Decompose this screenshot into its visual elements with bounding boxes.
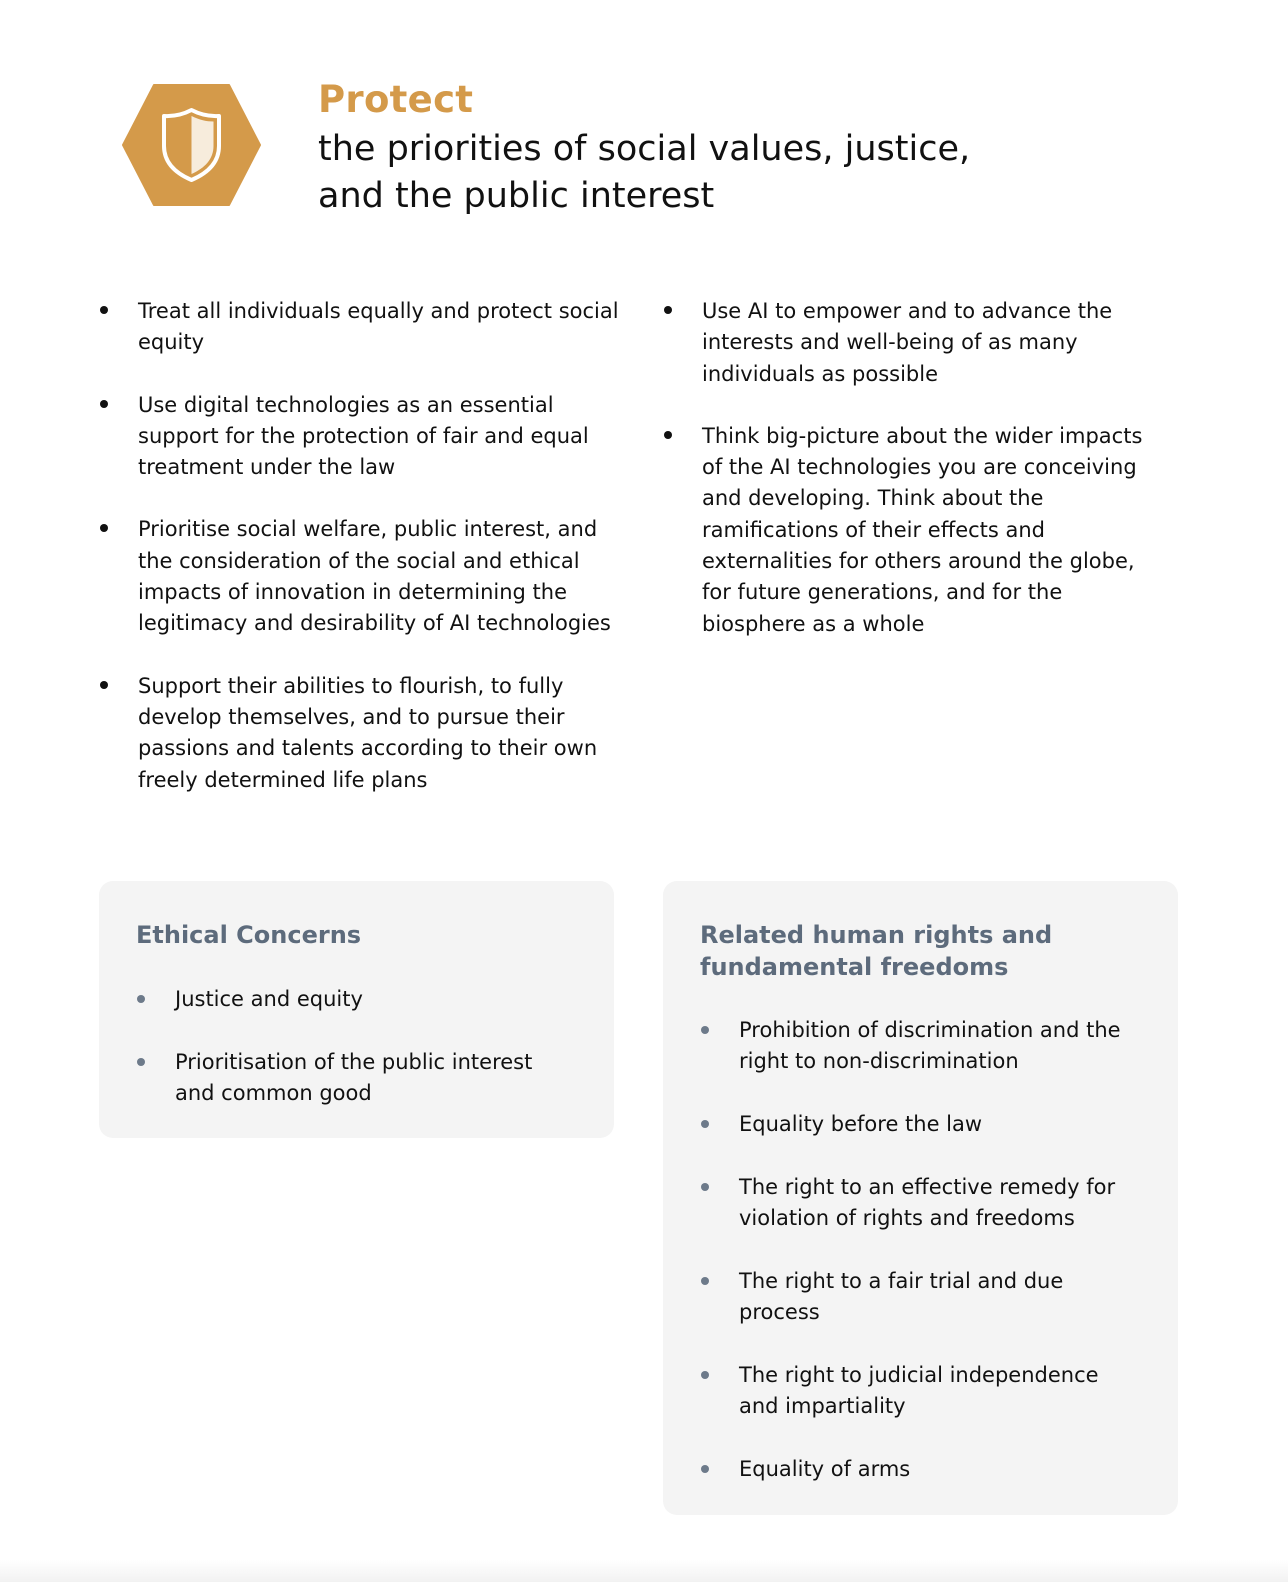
bullet-icon xyxy=(701,1277,709,1285)
list-item-text: The right to a fair trial and due process xyxy=(739,1268,1064,1324)
related-rights-title-line-1: Related human rights and xyxy=(700,921,1053,949)
list-item xyxy=(664,421,1164,640)
shield-icon xyxy=(122,84,261,206)
bullet-icon xyxy=(701,1183,709,1191)
list-item-text: Use digital technologies as an essential support for the protection of fair and equal treatment under the law xyxy=(138,392,589,480)
list-item xyxy=(700,1266,1140,1329)
related-rights-list xyxy=(700,1015,1140,1516)
list-item-text: Prioritisation of the public interest and common good xyxy=(175,1049,533,1105)
bullet-icon xyxy=(100,306,108,314)
list-item xyxy=(700,1172,1140,1235)
related-rights-box xyxy=(663,881,1178,1515)
bullet-icon xyxy=(100,400,108,408)
list-item xyxy=(700,1015,1140,1078)
principles-list-left xyxy=(100,296,620,827)
list-item-text: The right to an effective remedy for violation of rights and freedoms xyxy=(739,1174,1116,1230)
list-item xyxy=(700,1109,1140,1140)
list-item-text: Equality of arms xyxy=(739,1456,911,1481)
list-item xyxy=(100,514,620,639)
list-item-text: The right to judicial independence and impartiality xyxy=(739,1362,1099,1418)
list-item xyxy=(100,671,620,796)
bullet-icon xyxy=(100,524,108,532)
bullet-icon xyxy=(137,1058,145,1066)
page-subtitle-line-1: the priorities of social values, justice, xyxy=(318,129,971,169)
list-item-text: Equality before the law xyxy=(739,1111,983,1136)
related-rights-title xyxy=(700,919,1120,983)
list-item xyxy=(100,296,620,359)
list-item-text: Support their abilities to flourish, to fully develop themselves, and to pursue their passions and talents according to their own freely determined life plans xyxy=(138,673,598,792)
bullet-icon xyxy=(701,1465,709,1473)
principles-list-right xyxy=(664,296,1164,671)
list-item xyxy=(136,984,576,1015)
ethical-concerns-list xyxy=(136,984,576,1141)
list-item xyxy=(664,296,1164,390)
related-rights-title-line-2: fundamental freedoms xyxy=(700,953,1009,981)
bullet-icon xyxy=(664,306,672,314)
page-title: Protect xyxy=(318,78,474,121)
page-subtitle-line-2: and the public interest xyxy=(318,176,715,216)
bullet-icon xyxy=(664,431,672,439)
shield-hexagon-badge xyxy=(122,84,261,206)
page-subtitle xyxy=(318,126,1038,220)
bullet-icon xyxy=(701,1371,709,1379)
bullet-icon xyxy=(137,995,145,1003)
list-item-text: Treat all individuals equally and protect social equity xyxy=(138,299,619,355)
ethical-concerns-title: Ethical Concerns xyxy=(136,921,362,949)
bullet-icon xyxy=(701,1026,709,1034)
list-item xyxy=(700,1360,1140,1423)
list-item-text: Justice and equity xyxy=(175,987,363,1011)
list-item xyxy=(100,390,620,484)
bullet-icon xyxy=(100,681,108,689)
list-item-text: Prohibition of discrimination and the right to non-discrimination xyxy=(739,1018,1121,1074)
list-item-text: Use AI to empower and to advance the interests and well-being of as many individuals as possible xyxy=(702,299,1113,386)
list-item-text: Think big-picture about the wider impacts of the AI technologies you are conceiving and developing. Think about the ramifications of their effects and externalities for others around the globe, for future generations, and for the biosphere as a whole xyxy=(702,423,1143,636)
list-item xyxy=(700,1454,1140,1485)
ethical-concerns-box xyxy=(99,881,614,1138)
bullet-icon xyxy=(701,1120,709,1128)
list-item xyxy=(136,1047,576,1110)
list-item-text: Prioritise social welfare, public interest, and the consideration of the social and ethical impacts of innovation in determining the legitimacy and desirability of AI technologies xyxy=(138,517,611,636)
page-bottom-edge xyxy=(0,1560,1288,1582)
